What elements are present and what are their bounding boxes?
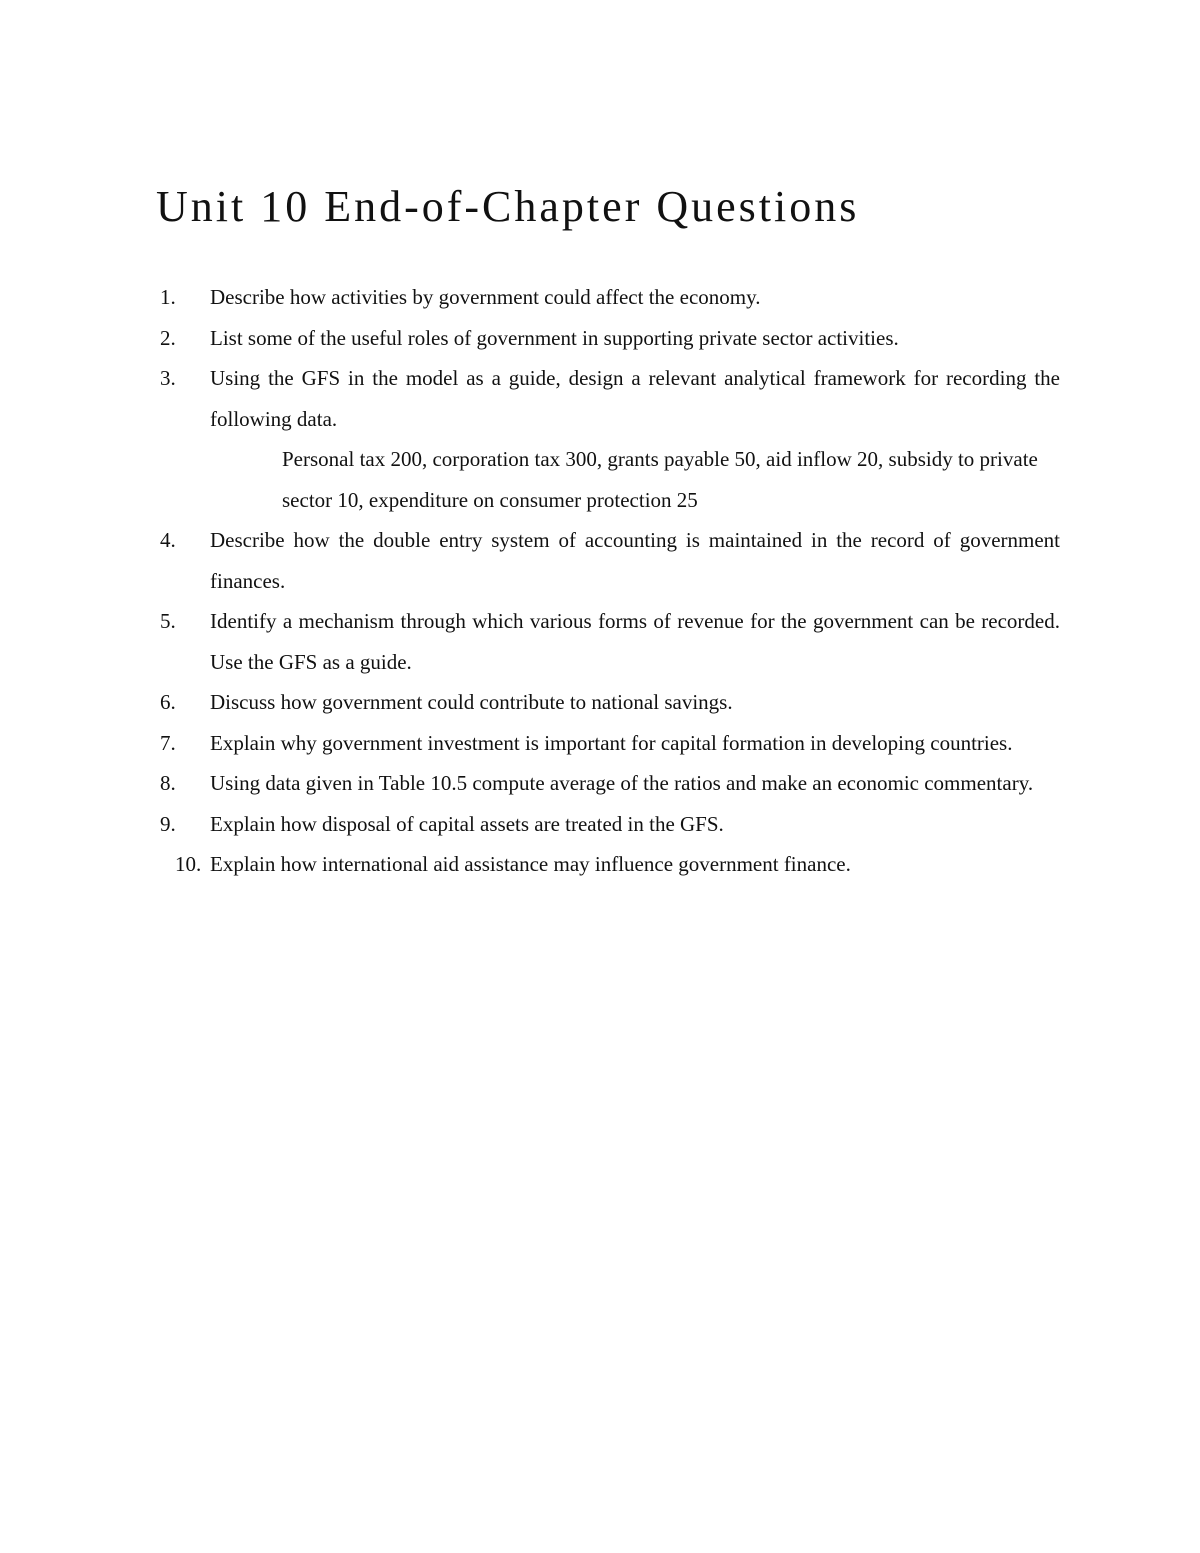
question-item-4 (160, 520, 1060, 601)
question-text: Explain why government investment is important for capital formation in developing countries. (210, 730, 1013, 755)
question-item-3 (160, 358, 1060, 520)
question-number: 8. (160, 771, 176, 795)
question-text: Describe how activities by government could affect the economy. (210, 285, 761, 309)
question-text: Describe how the double entry system of accounting is maintained in the record of government finances. (210, 528, 1060, 593)
page-title: Unit 10 End-of-Chapter Questions (156, 182, 860, 231)
question-number: 3. (160, 366, 176, 390)
question-body (210, 358, 1060, 520)
question-item-2 (160, 318, 1060, 359)
question-text: List some of the useful roles of government in supporting private sector activities. (210, 325, 899, 350)
question-item-9 (160, 804, 1060, 845)
question-text: Discuss how government could contribute to national savings. (210, 690, 733, 714)
question-text: Using the GFS in the model as a guide, design a relevant analytical framework for recording the following data. (210, 366, 1060, 431)
question-item-5 (160, 601, 1060, 682)
question-text: Using data given in Table 10.5 compute average of the ratios and make an economic commentary. (210, 771, 1034, 795)
question-item-8 (160, 763, 1060, 804)
question-number: 9. (160, 811, 176, 836)
question-list (160, 277, 1060, 885)
question-number: 5. (160, 609, 176, 633)
question-number: 1. (160, 285, 176, 309)
question-text: Identify a mechanism through which various forms of revenue for the government can be recorded. Use the GFS as a guide. (210, 609, 1060, 674)
question-text: Explain how disposal of capital assets are treated in the GFS. (210, 811, 724, 836)
question-item-7 (160, 723, 1060, 764)
question-number: 2. (160, 325, 176, 350)
question-number: 4. (160, 528, 176, 552)
question-item-10 (160, 844, 1060, 885)
question-text: Explain how international aid assistance may influence government finance. (210, 852, 851, 876)
question-item-1 (160, 277, 1060, 318)
question-number: 7. (160, 730, 176, 755)
question-item-6 (160, 682, 1060, 723)
question-number: 6. (160, 690, 176, 714)
question-data-list: Personal tax 200, corporation tax 300, grants payable 50, aid inflow 20, subsidy to private sector 10, expenditure on consumer protection 25 (282, 447, 1038, 512)
question-number: 10. (175, 852, 202, 876)
